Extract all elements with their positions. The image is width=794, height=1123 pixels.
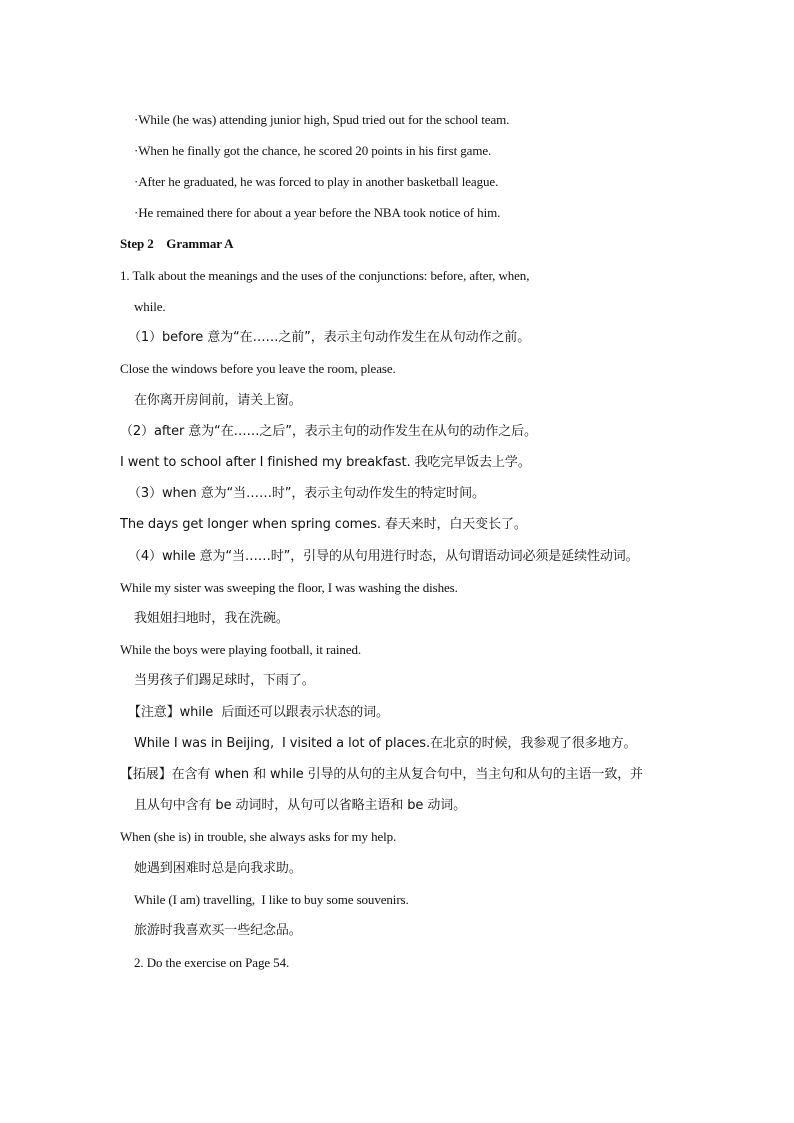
translation-line: 我姐姐扫地时，我在洗碗。 — [134, 611, 289, 626]
translation-line: 旅游时我喜欢买一些纪念品。 — [134, 923, 302, 938]
rule-line: （2）after 意为“在……之后”，表示主句的动作发生在从句的动作之后。 — [120, 424, 537, 439]
bullet-line: ·He remained there for about a year before the NBA took notice of him. — [134, 205, 501, 220]
translation-line: 在你离开房间前，请关上窗。 — [134, 393, 302, 408]
example-sentence: Close the windows before you leave the room, please. — [120, 361, 396, 376]
translation-line: 她遇到困难时总是向我求助。 — [134, 861, 302, 876]
example-sentence: I went to school after I finished my breakfast. 我吃完早饭去上学。 — [120, 455, 531, 470]
task-line: 2. Do the exercise on Page 54. — [134, 955, 290, 970]
example-sentence: The days get longer when spring comes. 春天来时，白天变长了。 — [120, 517, 527, 532]
rule-line: （1）before 意为“在……之前”，表示主句动作发生在从句动作之前。 — [128, 330, 531, 345]
example-sentence: When (she is) in trouble, she always asks for my help. — [120, 829, 397, 844]
example-sentence: While I was in Beijing, I visited a lot of places.在北京的时候，我参观了很多地方。 — [134, 736, 637, 751]
rule-line: （4）while 意为“当……时”，引导的从句用进行时态，从句谓语动词必须是延续性动词。 — [128, 549, 639, 564]
section-heading: Step 2 Grammar A — [120, 236, 234, 251]
note-line: 【注意】while 后面还可以跟表示状态的词。 — [128, 705, 389, 720]
translation-line: 当男孩子们踢足球时，下雨了。 — [134, 673, 315, 688]
bullet-line: ·When he finally got the chance, he scored 20 points in his first game. — [134, 143, 492, 158]
bullet-line: ·After he graduated, he was forced to play in another basketball league. — [134, 174, 499, 189]
example-sentence: While my sister was sweeping the floor, I was washing the dishes. — [120, 580, 458, 595]
extension-line: 且从句中含有 be 动词时，从句可以省略主语和 be 动词。 — [134, 798, 467, 813]
bullet-line: ·While (he was) attending junior high, Spud tried out for the school team. — [134, 112, 510, 127]
example-sentence: While the boys were playing football, it rained. — [120, 642, 362, 657]
example-sentence: While (I am) travelling, I like to buy some souvenirs. — [134, 892, 409, 907]
rule-line: （3）when 意为“当……时”，表示主句动作发生的特定时间。 — [128, 486, 485, 501]
task-line: while. — [134, 299, 166, 314]
extension-line: 【拓展】在含有 when 和 while 引导的从句的主从复合句中，当主句和从句的主语一致，并 — [120, 767, 644, 782]
task-line: 1. Talk about the meanings and the uses of the conjunctions: before, after, when, — [120, 268, 530, 283]
